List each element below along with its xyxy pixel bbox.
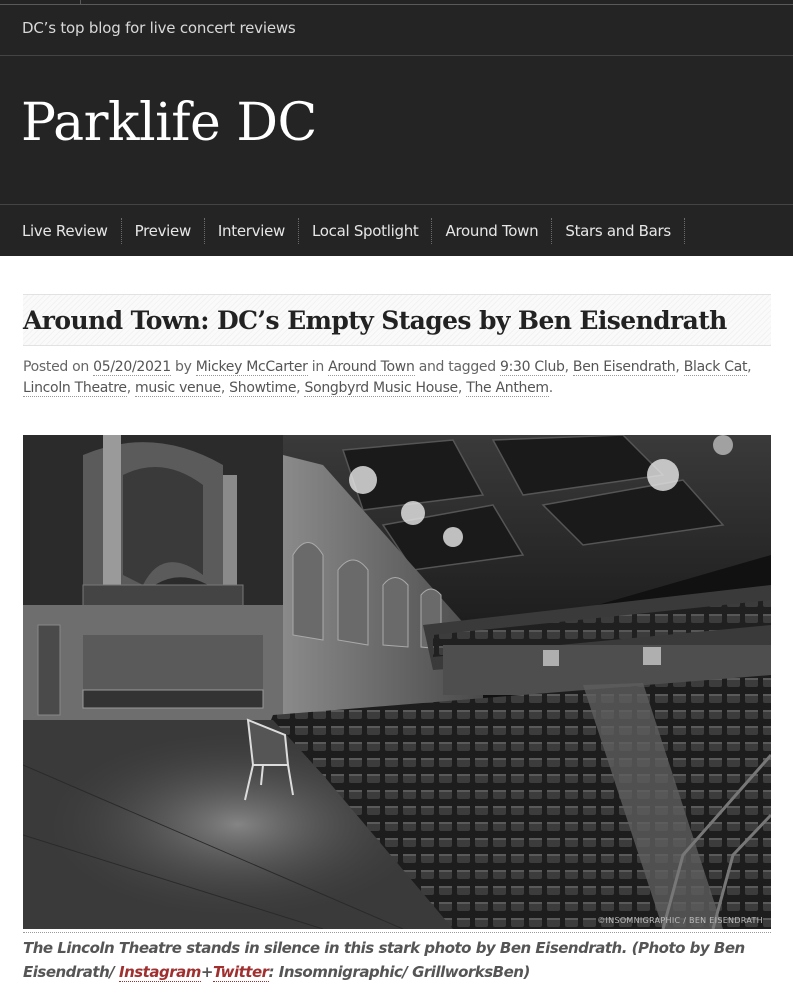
instagram-link[interactable]: Instagram [118, 963, 201, 981]
tagged-label: and tagged [418, 359, 496, 375]
tag-link[interactable]: music venue [135, 380, 221, 396]
site-header [0, 0, 793, 256]
tag-link[interactable]: Lincoln Theatre [23, 380, 127, 396]
posted-on-label: Posted on [23, 359, 89, 375]
nav-item-local-spotlight[interactable]: Local Spotlight [299, 218, 433, 244]
post-meta: Posted on 05/20/2021 by Mickey McCarter in Around Town and tagged 9:30 Club, Ben Eisendrath, Black Cat, Lincoln Theatre, music venue, Showtime, Songbyrd Music House, The Anthem. [23, 359, 752, 396]
tag-link[interactable]: Songbyrd Music House [304, 380, 458, 396]
nav-item-preview[interactable]: Preview [122, 218, 205, 244]
top-divider-tick [80, 0, 81, 4]
caption-text-end: : Insomnigraphic/ GrillworksBen) [268, 963, 530, 981]
photo-caption [23, 936, 773, 984]
category-link[interactable]: Around Town [328, 359, 415, 375]
tag-link[interactable]: The Anthem [466, 380, 549, 396]
nav-item-live-review[interactable]: Live Review [9, 218, 122, 244]
in-label: in [311, 359, 324, 375]
tag-link[interactable]: Black Cat [683, 359, 748, 375]
post-date-link[interactable]: 05/20/2021 [93, 359, 171, 375]
author-link[interactable]: Mickey McCarter [195, 359, 308, 375]
site-tagline: DC’s top blog for live concert reviews [22, 19, 296, 37]
nav-item-stars-and-bars[interactable]: Stars and Bars [552, 218, 685, 244]
theatre-photo [23, 435, 771, 929]
nav-item-interview[interactable]: Interview [205, 218, 299, 244]
post-title: Around Town: DC’s Empty Stages by Ben Eisendrath [23, 306, 727, 335]
tag-link[interactable]: Ben Eisendrath [572, 359, 676, 375]
caption-plus: + [200, 963, 213, 981]
caption-divider [23, 932, 771, 933]
twitter-link[interactable]: Twitter [212, 963, 269, 981]
main-nav [0, 205, 793, 256]
top-divider [0, 4, 793, 5]
by-label: by [175, 359, 192, 375]
header-divider [0, 55, 793, 56]
caption-text: The Lincoln Theatre stands in silence in this stark photo by Ben Eisendrath. (Photo by Ben Eisendrath/ [23, 939, 745, 981]
nav-item-around-town[interactable]: Around Town [432, 218, 552, 244]
tag-link[interactable]: Showtime [229, 380, 297, 396]
post-title-box [23, 294, 771, 346]
site-title[interactable]: Parklife DC [21, 93, 317, 153]
theatre-photo-illustration [23, 435, 771, 929]
photo-credit: ©INSOMNIGRAPHIC / BEN EISENDRATH [597, 916, 763, 925]
tag-link[interactable]: 9:30 Club [499, 359, 565, 375]
